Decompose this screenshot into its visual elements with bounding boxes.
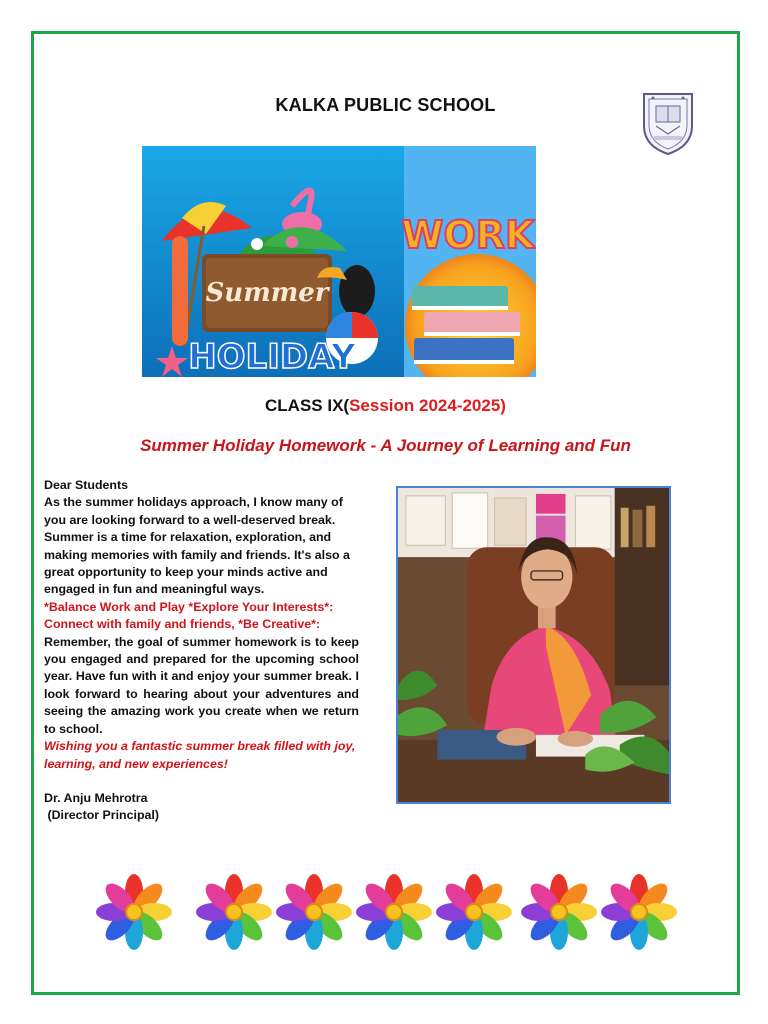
summer-holiday-work-banner (142, 146, 536, 377)
principal-photo (396, 486, 671, 804)
banner-summer-text: Summer (205, 278, 329, 308)
flower-icon (276, 874, 352, 950)
banner-work-text: WORK (401, 213, 535, 257)
school-crest-logo (638, 88, 698, 156)
homework-subtitle: Summer Holiday Homework - A Journey of Learning and Fun (140, 436, 631, 455)
letter-closing-wish: Wishing you a fantastic summer break filled with joy, learning, and new experiences! (44, 739, 356, 771)
flower-icon (601, 874, 677, 950)
letter-highlights: *Balance Work and Play *Explore Your Interests*: Connect with family and friends, *Be Creative*: (44, 599, 334, 632)
banner-holiday-text: HOLIDAY (188, 337, 356, 377)
class-label: CLASS IX( (265, 396, 350, 415)
flower-icon (436, 874, 512, 950)
flower-icon (196, 874, 272, 950)
principal-letter (44, 477, 359, 825)
school-name: KALKA PUBLIC SCHOOL (275, 95, 496, 115)
letter-greeting: Dear Students (44, 478, 128, 492)
flower-icon (521, 874, 597, 950)
signatory-title: (Director Principal) (44, 808, 159, 823)
flower-icon (356, 874, 432, 950)
signatory-name: Dr. Anju Mehrotra (44, 790, 148, 805)
flower-icon (96, 874, 172, 950)
letter-paragraph-2: Remember, the goal of summer homework is to keep you engaged and prepared for the upcoming school year. Have fun with it and enjoy your summer break. I look forward to hearing about your adventures and seeing the amazing work you create when we return to school. (44, 634, 359, 736)
letter-paragraph-1: As the summer holidays approach, I know many of you are looking forward to a well-deserved break. Summer is a time for relaxation, exploration, and making memories with family and friends. It's also a great opportunity to keep your minds active and engaged in fun and meaningful ways. (44, 495, 350, 597)
session-label: Session 2024-2025) (349, 396, 506, 415)
class-session-heading (34, 396, 737, 416)
decorative-flowers-row (64, 874, 684, 954)
page-border (31, 31, 740, 995)
